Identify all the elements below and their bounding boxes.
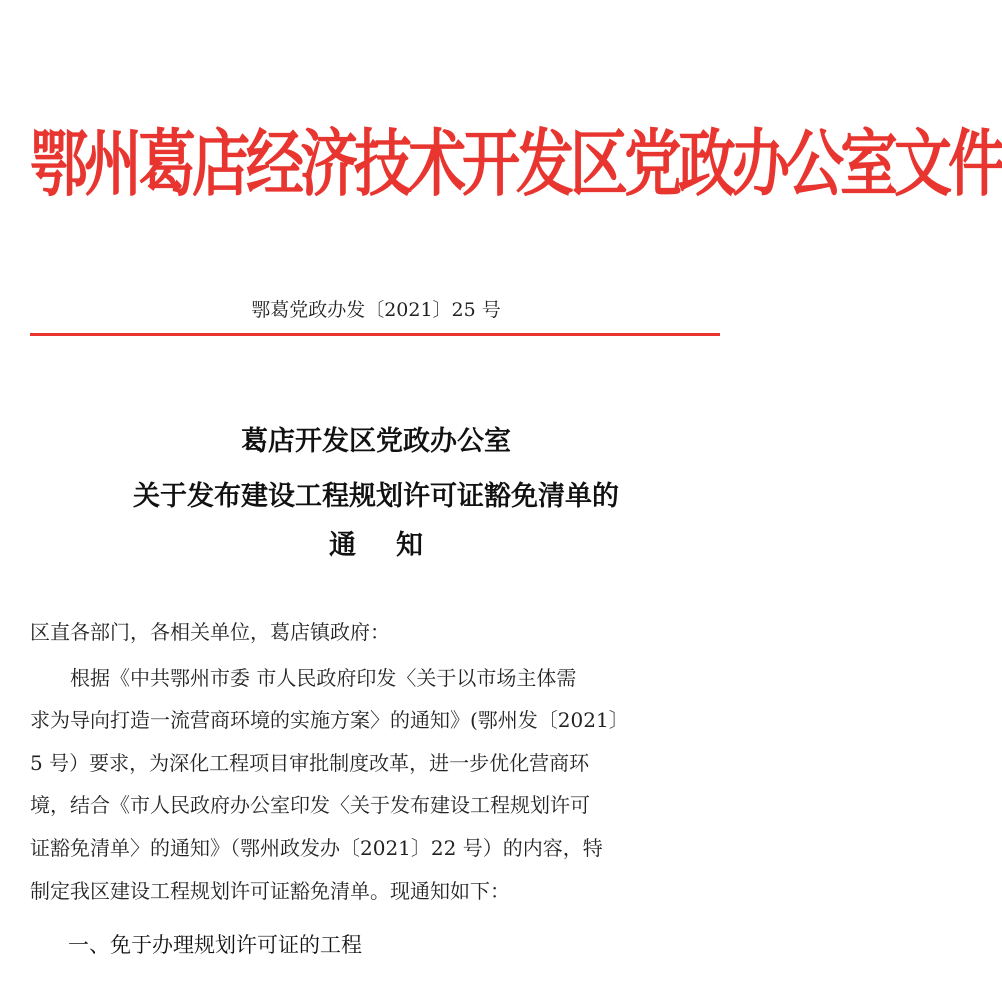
title-line-1: 葛店开发区党政办公室 [241,426,511,457]
salutation: 区直各部门，各相关单位，葛店镇政府： [30,620,390,644]
body-line-3: 5 号）要求，为深化工程项目审批制度改革，进一步优化营商环 [30,751,590,775]
body-line-4: 境，结合《市人民政府办公室印发〈关于发布建设工程规划许可 [30,793,590,817]
body-line-1: 根据《中共鄂州市委 市人民政府印发〈关于以市场主体需 [70,666,577,690]
body-line-2: 求为导向打造一流营商环境的实施方案〉的通知》(鄂州发〔2021〕 [30,708,629,732]
body-line-5: 证豁免清单〉的通知》（鄂州政发办〔2021〕22 号）的内容，特 [30,836,603,860]
section-heading-1: 一、免于办理规划许可证的工程 [68,933,362,957]
document-number: 鄂葛党政办发〔2021〕25 号 [251,299,501,321]
issuer-red-header: 鄂州葛店经济技术开发区党政办公室文件 [30,121,1002,207]
title-line-2: 关于发布建设工程规划许可证豁免清单的 [133,481,619,512]
body-line-6: 制定我区建设工程规划许可证豁免清单。现通知如下： [30,879,510,903]
title-line-3: 通知 [329,530,463,561]
red-separator-rule [30,333,720,336]
